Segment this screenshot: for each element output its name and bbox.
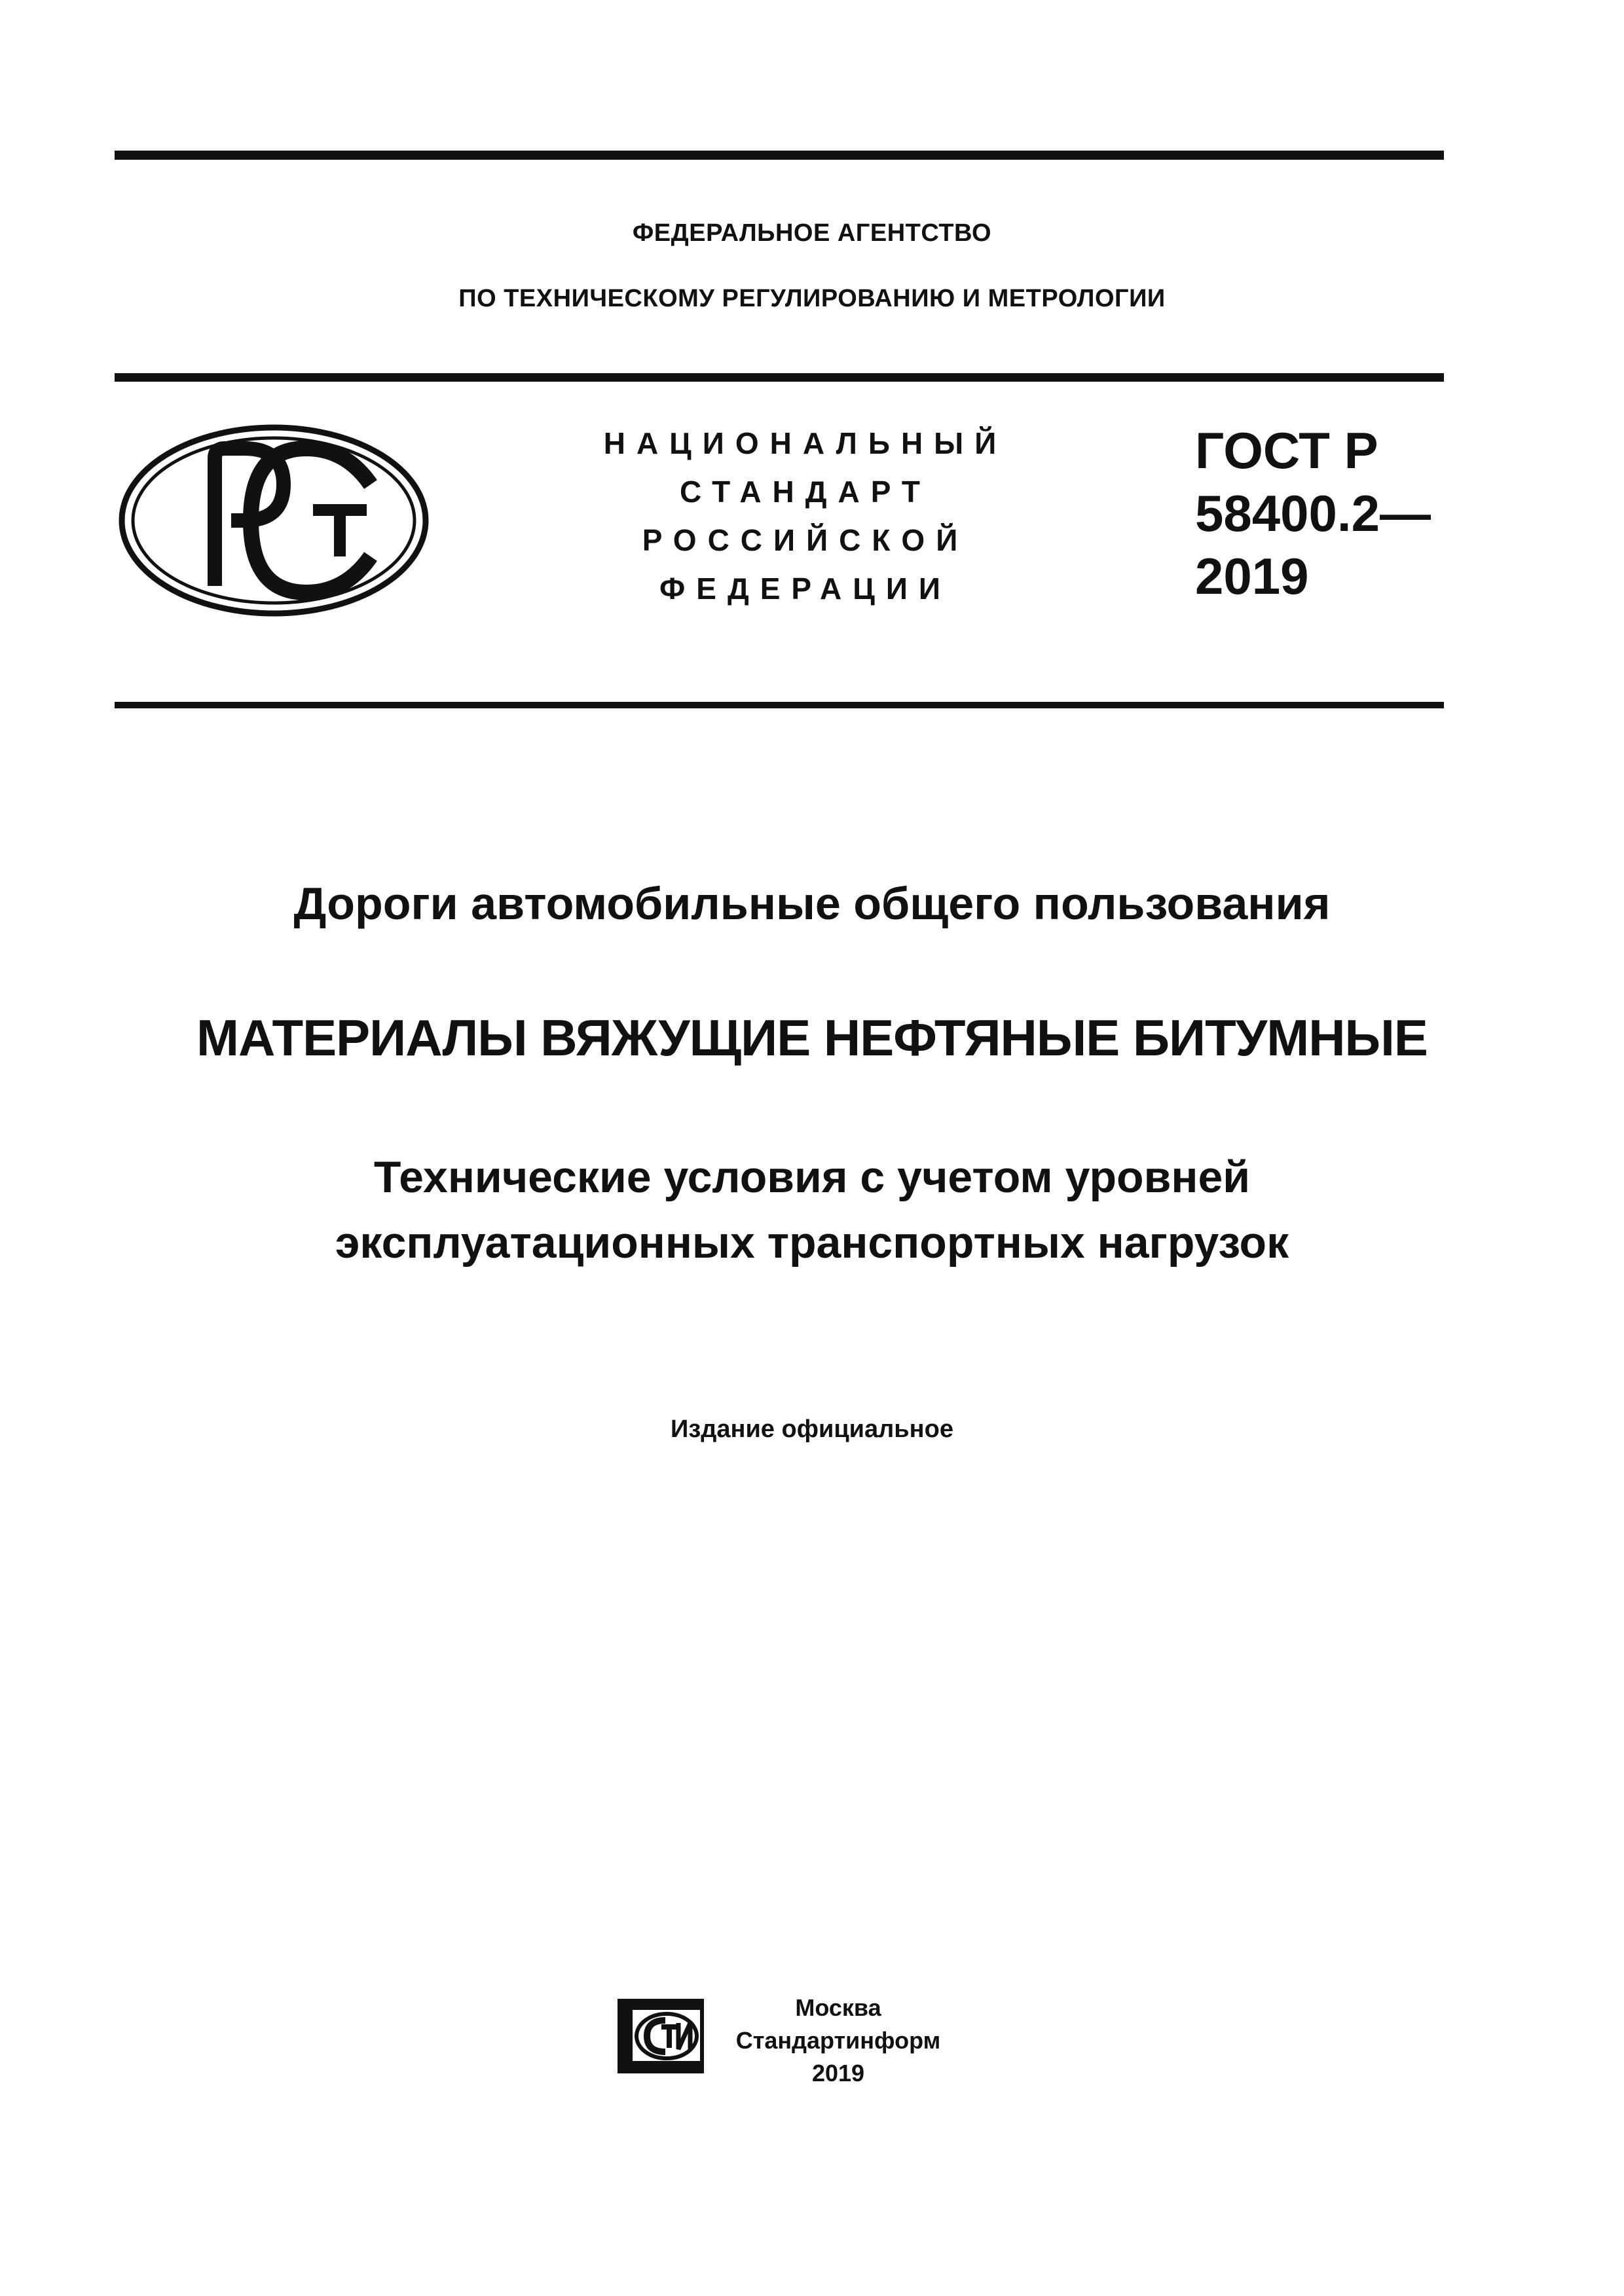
- national-line-4: ФЕДЕРАЦИИ: [659, 572, 951, 606]
- top-rule: [115, 151, 1444, 160]
- national-line-3: РОССИЙСКОЙ: [642, 523, 969, 557]
- publisher-year: 2019: [811, 2060, 865, 2086]
- agency-bottom-rule: [115, 373, 1444, 382]
- document-subtitle: Дороги автомобильные общего пользования: [293, 878, 1331, 929]
- national-standard-label: [602, 419, 1008, 613]
- standard-bottom-rule: [115, 702, 1444, 708]
- national-line-1: НАЦИОНАЛЬНЫЙ: [603, 426, 1008, 460]
- gost-line-2: 58400.2—: [1195, 484, 1431, 542]
- document-description: [0, 1144, 1624, 1275]
- edition-label: Издание официальное: [671, 1415, 953, 1443]
- standartinform-sti-logo-icon: [614, 1998, 706, 2075]
- description-line-2: эксплуатационных транспортных нагрузок: [335, 1218, 1289, 1267]
- description-line-1: Технические условия с учетом уровней: [373, 1152, 1251, 1202]
- gost-designation: [1195, 419, 1431, 608]
- publisher-block: [733, 1992, 943, 2090]
- gost-line-1: ГОСТ Р: [1195, 422, 1378, 479]
- rst-certification-mark-icon: [117, 422, 431, 619]
- document-title: МАТЕРИАЛЫ ВЯЖУЩИЕ НЕФТЯНЫЕ БИТУМНЫЕ: [196, 1009, 1428, 1066]
- agency-line-2: ПО ТЕХНИЧЕСКОМУ РЕГУЛИРОВАНИЮ И МЕТРОЛОГИИ: [458, 285, 1166, 312]
- national-line-2: СТАНДАРТ: [680, 475, 931, 509]
- agency-line-1: ФЕДЕРАЛЬНОЕ АГЕНТСТВО: [632, 219, 992, 247]
- publisher-city: Москва: [795, 1994, 881, 2021]
- gost-line-3: 2019: [1195, 547, 1309, 605]
- publisher-name: Стандартинформ: [735, 2027, 941, 2054]
